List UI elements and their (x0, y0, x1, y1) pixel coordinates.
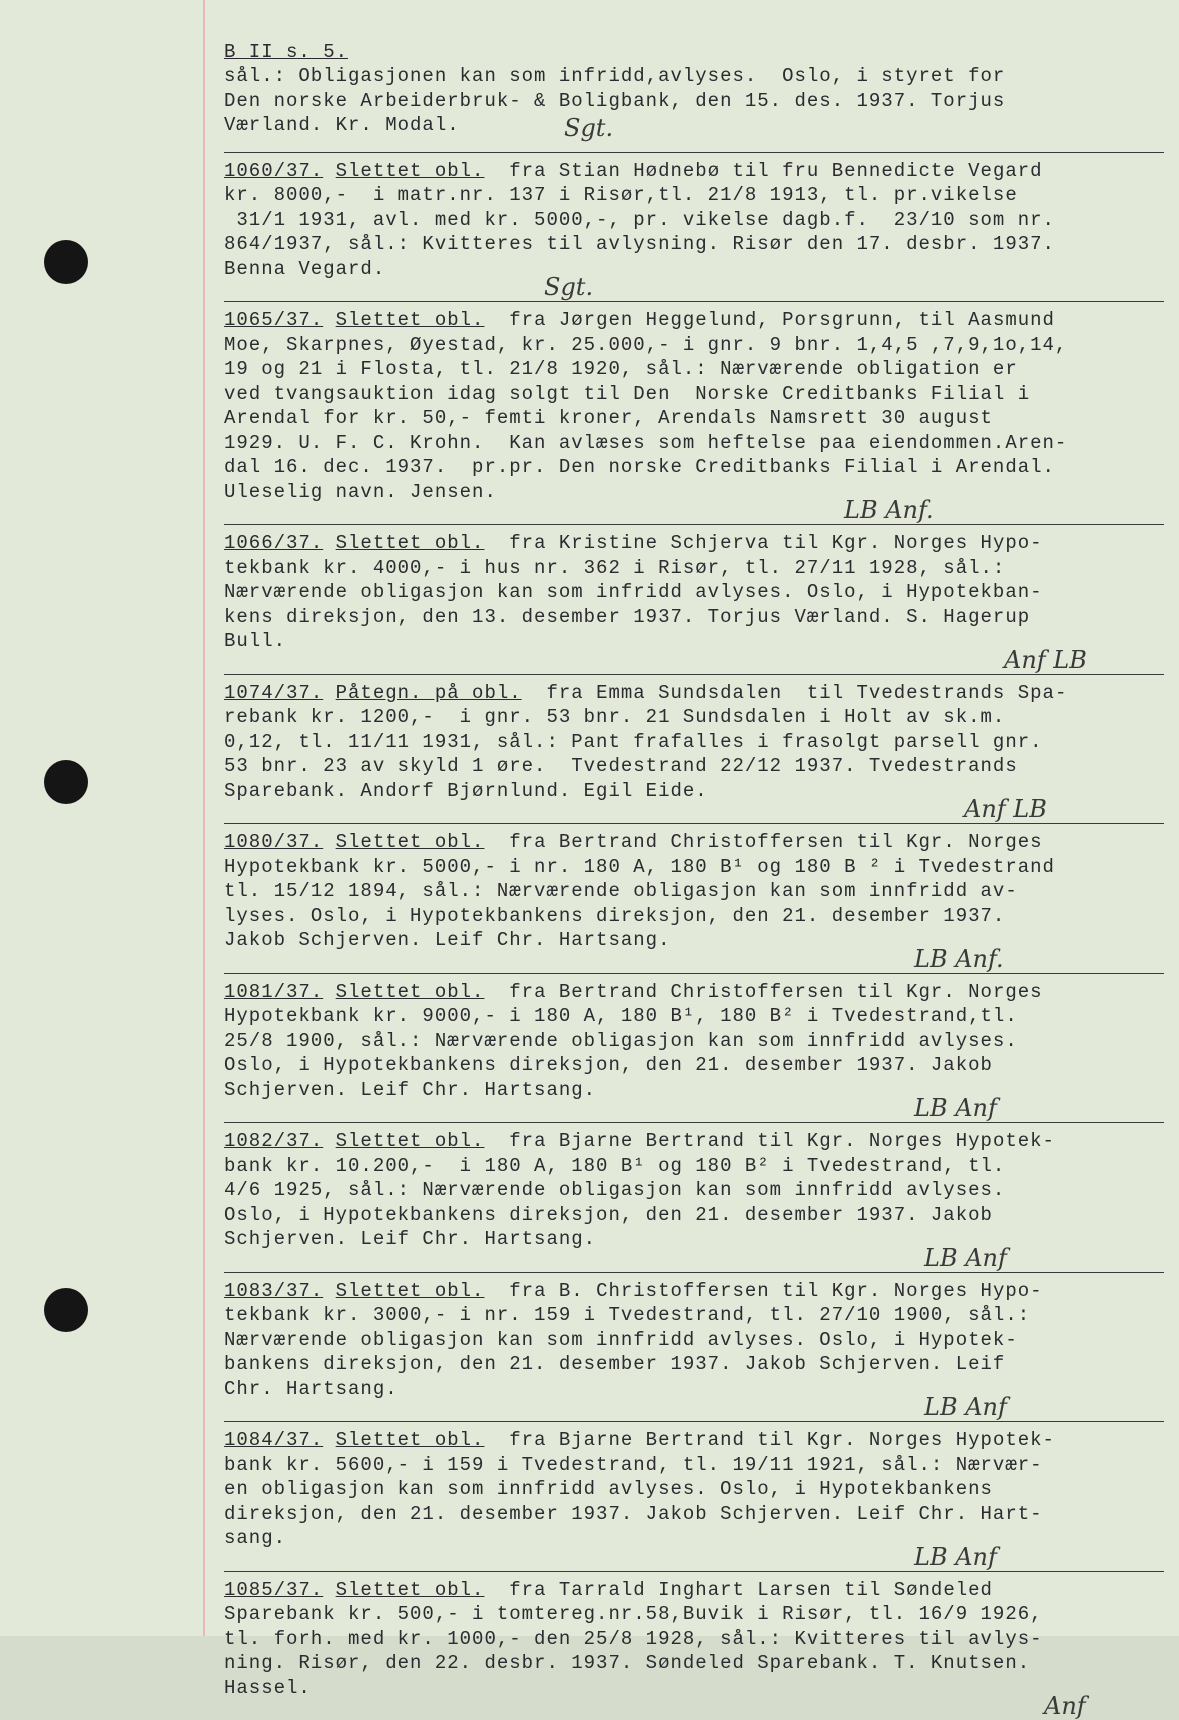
entry-heading: Påtegn. på obl. (335, 681, 522, 704)
entry-line: 19 og 21 i Flosta, tl. 21/8 1920, sål.: Nærværende obligation er (224, 358, 1018, 380)
register-entry (224, 1272, 1164, 1421)
entry-number: 1085/37. (224, 1578, 324, 1601)
handwritten-initials: Sgt. (564, 114, 614, 142)
entry-line: 0,12, tl. 11/11 1931, sål.: Pant frafalles i frasolgt parsell gnr. (224, 730, 1043, 753)
entry-heading: Slettet obl. (335, 309, 485, 331)
entry-heading: Slettet obl. (335, 831, 485, 853)
entry-line: kr. 8000,- i matr.nr. 137 i Risør,tl. 21/8 1913, tl. pr.vikelse (224, 184, 1018, 206)
entry-line: Nærværende obligasjon kan som innfridd avlyses. Oslo, i Hypotek- (224, 1328, 1018, 1351)
document-body (224, 40, 1164, 1720)
entry-number: 1066/37. (224, 532, 324, 554)
entry-line: dal 16. dec. 1937. pr.pr. Den norske Creditbanks Filial i Arendal. (224, 456, 1055, 478)
entry-line: tekbank kr. 3000,- i nr. 159 i Tvedestrand, tl. 27/10 1900, sål.: (224, 1304, 1031, 1326)
register-entry (224, 152, 1164, 301)
entry-number: 1074/37. (224, 681, 324, 704)
entry-line: kens direksjon, den 13. desember 1937. Torjus Værland. S. Hagerup (224, 605, 1031, 628)
entry-text: fra B. Christoffersen til Kgr. Norges Hypo- (509, 1279, 1043, 1302)
entry-heading: Slettet obl. (335, 159, 485, 182)
entry-line: bank kr. 10.200,- i 180 A, 180 B¹ og 180 B² i Tvedestrand, tl. (224, 1154, 1006, 1177)
entry-heading: Slettet obl. (335, 1279, 485, 1302)
entry-text: fra Jørgen Heggelund, Porsgrunn, til Aasmund (509, 309, 1055, 331)
entry-line: Oslo, i Hypotekbankens direksjon, den 21. desember 1937. Jakob (224, 1054, 993, 1076)
register-entry (224, 301, 1164, 524)
register-entry (224, 1421, 1164, 1571)
entry-line: Schjerven. Leif Chr. Hartsang. (224, 1228, 597, 1250)
handwritten-initials: Anf (1044, 1692, 1086, 1720)
register-entry (224, 823, 1164, 973)
entry-line (224, 980, 1164, 1005)
entry-line: Bull. (224, 630, 287, 652)
entry-line: bank kr. 5600,- i 159 i Tvedestrand, tl. 19/11 1921, sål.: Nærvær- (224, 1453, 1043, 1476)
entry-line: tl. 15/12 1894, sål.: Nærværende obligasjon kan som innfridd av- (224, 880, 1018, 902)
entry-line (224, 531, 1164, 556)
entry-heading: Slettet obl. (335, 1578, 485, 1601)
entry-number: 1081/37. (224, 980, 324, 1003)
binder-hole (44, 760, 88, 804)
entry-number: 1082/37. (224, 1130, 324, 1152)
register-entry (224, 524, 1164, 674)
entry-heading: Slettet obl. (335, 532, 485, 554)
entry-line: 25/8 1900, sål.: Nærværende obligasjon kan som innfridd avlyses. (224, 1029, 1018, 1052)
entry-line (224, 1578, 1164, 1603)
entry-line: ved tvangsauktion idag solgt til Den Norske Creditbanks Filial i (224, 382, 1031, 405)
handwritten-initials: Anf LB (964, 795, 1047, 823)
entry-line: Sparebank kr. 500,- i tomtereg.nr.58,Buvik i Risør, tl. 16/9 1926, (224, 1603, 1043, 1625)
handwritten-initials: LB Anf (924, 1243, 1007, 1272)
entry-line: Jakob Schjerven. Leif Chr. Hartsang. (224, 929, 671, 951)
entry-line: Schjerven. Leif Chr. Hartsang. (224, 1078, 597, 1101)
entry-text: fra Bjarne Bertrand til Kgr. Norges Hypotek- (509, 1130, 1055, 1152)
entry-line: en obligasjon kan som innfridd avlyses. Oslo, i Hypotekbankens (224, 1478, 993, 1500)
entry-line: Uleselig navn. Jensen. (224, 480, 497, 503)
entry-line: lyses. Oslo, i Hypotekbankens direksjon, den 21. desember 1937. (224, 904, 1006, 927)
handwritten-initials: LB Anf. (844, 496, 934, 524)
register-entry (224, 1571, 1164, 1720)
entry-line: tekbank kr. 4000,- i hus nr. 362 i Risør, tl. 27/11 1928, sål.: (224, 556, 1006, 579)
entry-line: Sparebank. Andorf Bjørnlund. Egil Eide. (224, 779, 708, 802)
entry-line: tl. forh. med kr. 1000,- den 25/8 1928, sål.: Kvitteres til avlys- (224, 1627, 1043, 1650)
entry-text: fra Bertrand Christoffersen til Kgr. Norges (509, 980, 1043, 1003)
handwritten-initials: LB Anf. (914, 944, 1004, 973)
entry-line: Benna Vegard. (224, 257, 386, 280)
entry-line: sang. (224, 1527, 287, 1549)
entry-number: 1084/37. (224, 1429, 324, 1451)
entry-heading: Slettet obl. (335, 1429, 485, 1451)
entry-line: 4/6 1925, sål.: Nærværende obligasjon kan som innfridd avlyses. (224, 1179, 1006, 1201)
register-entry (224, 1122, 1164, 1272)
intro-block (224, 64, 1164, 142)
entry-line: 864/1937, sål.: Kvitteres til avlysning. Risør den 17. desbr. 1937. (224, 233, 1055, 255)
entry-line (224, 159, 1164, 184)
entry-line: bankens direksjon, den 21. desember 1937. Jakob Schjerven. Leif (224, 1353, 1006, 1375)
register-entry (224, 973, 1164, 1122)
handwritten-initials: Anf LB (1004, 645, 1087, 674)
handwritten-initials: LB Anf (914, 1094, 997, 1122)
entry-line: direksjon, den 21. desember 1937. Jakob Schjerven. Leif Chr. Hart- (224, 1502, 1043, 1525)
entry-line (224, 1279, 1164, 1304)
entry-line: Hypotekbank kr. 5000,- i nr. 180 A, 180 B¹ og 180 B ² i Tvedestrand (224, 855, 1055, 878)
entry-line: Arendal for kr. 50,- femti kroner, Arendals Namsrett 30 august (224, 407, 993, 429)
entry-line: Hassel. (224, 1676, 311, 1699)
entry-number: 1083/37. (224, 1279, 324, 1302)
entry-line: 31/1 1931, avl. med kr. 5000,-, pr. vikelse dagb.f. 23/10 som nr. (224, 208, 1055, 231)
entry-text: fra Kristine Schjerva til Kgr. Norges Hypo- (509, 532, 1043, 554)
intro-line: sål.: Obligasjonen kan som infridd,avlyses. Oslo, i styret for (224, 65, 1006, 87)
register-entry (224, 674, 1164, 823)
entry-text: fra Bjarne Bertrand til Kgr. Norges Hypotek- (509, 1429, 1055, 1451)
intro-line: Værland. Kr. Modal. (224, 114, 460, 136)
entry-line: Chr. Hartsang. (224, 1377, 398, 1400)
binder-hole (44, 240, 88, 284)
entries-list (224, 152, 1164, 1720)
handwritten-initials: Sgt. (544, 273, 594, 301)
entry-number: 1060/37. (224, 159, 324, 182)
entry-text: fra Emma Sundsdalen til Tvedestrands Spa- (546, 681, 1068, 704)
entry-line: 53 bnr. 23 av skyld 1 øre. Tvedestrand 22/12 1937. Tvedestrands (224, 755, 1018, 777)
entry-number: 1080/37. (224, 831, 324, 853)
entry-line: Moe, Skarpnes, Øyestad, kr. 25.000,- i gnr. 9 bnr. 1,4,5 ,7,9,1o,14, (224, 333, 1068, 356)
entry-heading: Slettet obl. (335, 980, 485, 1003)
entry-line (224, 681, 1164, 706)
margin-rule (203, 0, 205, 1636)
binder-hole (44, 1288, 88, 1332)
entry-line (224, 1428, 1164, 1453)
handwritten-initials: LB Anf (914, 1542, 997, 1571)
handwritten-initials: LB Anf (924, 1393, 1007, 1421)
entry-line: Oslo, i Hypotekbankens direksjon, den 21. desember 1937. Jakob (224, 1203, 993, 1226)
entry-line: rebank kr. 1200,- i gnr. 53 bnr. 21 Sundsdalen i Holt av sk.m. (224, 706, 1006, 728)
entry-number: 1065/37. (224, 309, 324, 331)
entry-text: fra Tarrald Inghart Larsen til Søndeled (509, 1578, 993, 1601)
entry-heading: Slettet obl. (335, 1130, 485, 1152)
page-reference: B II s. 5. (224, 41, 349, 63)
entry-line: ning. Risør, den 22. desbr. 1937. Søndeled Sparebank. T. Knutsen. (224, 1652, 1031, 1674)
entry-line (224, 1129, 1164, 1154)
intro-line: Den norske Arbeiderbruk- & Boligbank, den 15. des. 1937. Torjus (224, 89, 1006, 112)
entry-line (224, 830, 1164, 855)
entry-text: fra Stian Hødnebø til fru Bennedicte Vegard (509, 159, 1043, 182)
entry-text: fra Bertrand Christoffersen til Kgr. Norges (509, 831, 1043, 853)
entry-line: 1929. U. F. C. Krohn. Kan avlæses som heftelse paa eiendommen.Aren- (224, 431, 1068, 454)
entry-line: Hypotekbank kr. 9000,- i 180 A, 180 B¹, 180 B² i Tvedestrand,tl. (224, 1005, 1018, 1027)
entry-line (224, 308, 1164, 333)
entry-line: Nærværende obligasjon kan som infridd avlyses. Oslo, i Hypotekban- (224, 581, 1043, 603)
